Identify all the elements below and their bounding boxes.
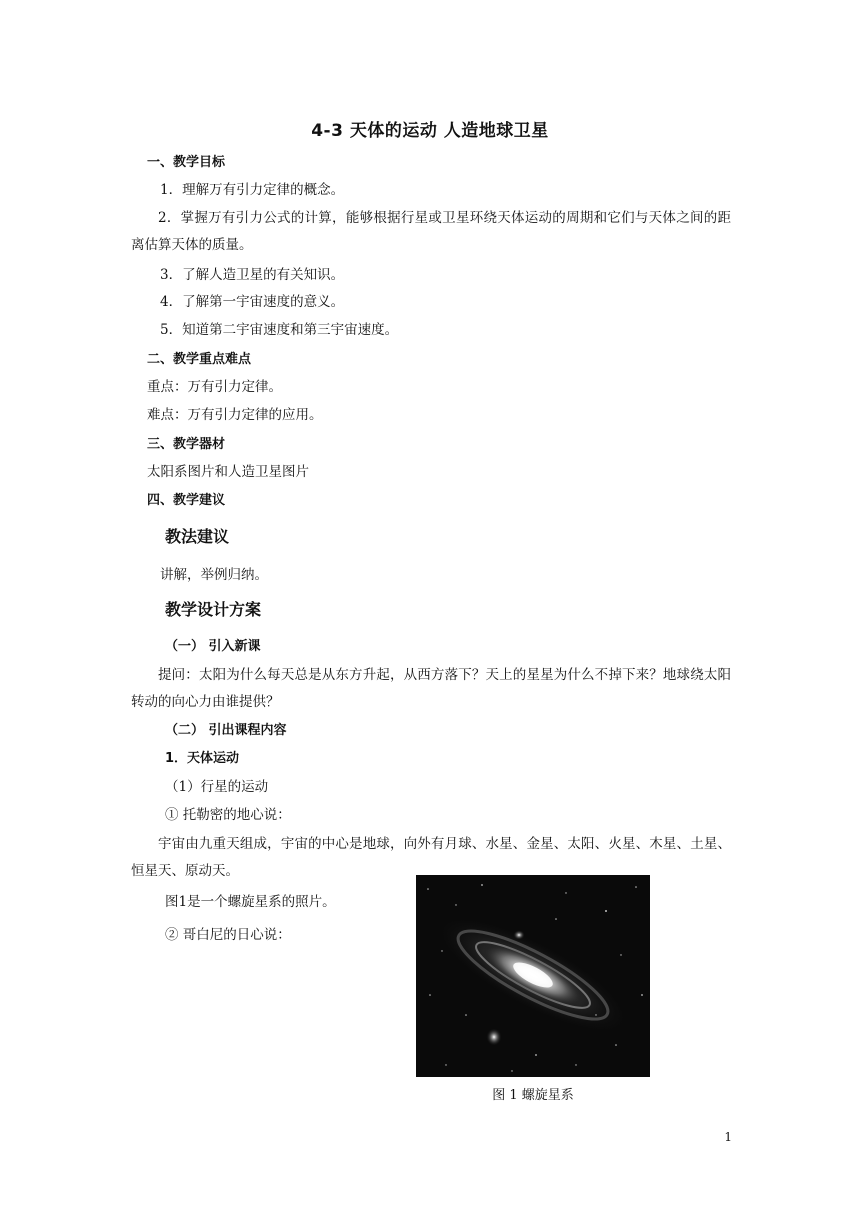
difficulty-text: 难点：万有引力定律的应用。 — [147, 407, 323, 423]
intro-text: 提问：太阳为什么每天总是从东方升起，从西方落下？天上的星星为什么不掉下来？地球绕太阳转动的向心力由谁提供？ — [131, 667, 731, 710]
intro-heading: （一） 引入新课 — [165, 639, 261, 654]
figure-reference: 图1是一个螺旋星系的照片。 — [165, 894, 336, 910]
equipment-heading: 三、教学器材 — [147, 437, 226, 452]
method-heading: 教法建议 — [165, 527, 230, 546]
objectives-heading: 一、教学目标 — [147, 155, 226, 170]
content-heading: （二） 引出课程内容 — [165, 723, 287, 738]
page-title: 4-3 天体的运动 人造地球卫星 — [311, 121, 549, 141]
objective-4: 4．了解第一宇宙速度的意义。 — [160, 294, 345, 310]
objective-1: 1．理解万有引力定律的概念。 — [160, 182, 345, 198]
design-heading: 教学设计方案 — [165, 600, 262, 619]
galaxy-image — [416, 875, 650, 1077]
subsection-planets: （1）行星的运动 — [165, 779, 269, 795]
subsection-heading: 1．天体运动 — [165, 751, 240, 766]
page-number: 1 — [724, 1130, 732, 1144]
ptolemy-text: 宇宙由九重天组成，宇宙的中心是地球，向外有月球、水星、金星、太阳、火星、木星、土星、恒星天、原动天。 — [131, 836, 731, 879]
keypoint-text: 重点：万有引力定律。 — [147, 379, 282, 395]
keypoints-heading: 二、教学重点难点 — [147, 352, 252, 367]
ptolemy-heading: ① 托勒密的地心说： — [165, 807, 291, 823]
objective-5: 5．知道第二宇宙速度和第三宇宙速度。 — [160, 322, 399, 338]
objective-2: 2．掌握万有引力公式的计算，能够根据行星或卫星环绕天体运动的周期和它们与天体之间的距离估算天体的质量。 — [131, 210, 731, 253]
objective-3: 3．了解人造卫星的有关知识。 — [160, 267, 345, 283]
suggestions-heading: 四、教学建议 — [147, 493, 226, 508]
spiral-galaxy-photo — [416, 875, 650, 1077]
figure-caption: 图 1 螺旋星系 — [492, 1088, 574, 1103]
method-text: 讲解，举例归纳。 — [160, 567, 268, 583]
copernicus-heading: ② 哥白尼的日心说： — [165, 927, 291, 943]
equipment-text: 太阳系图片和人造卫星图片 — [147, 464, 309, 480]
